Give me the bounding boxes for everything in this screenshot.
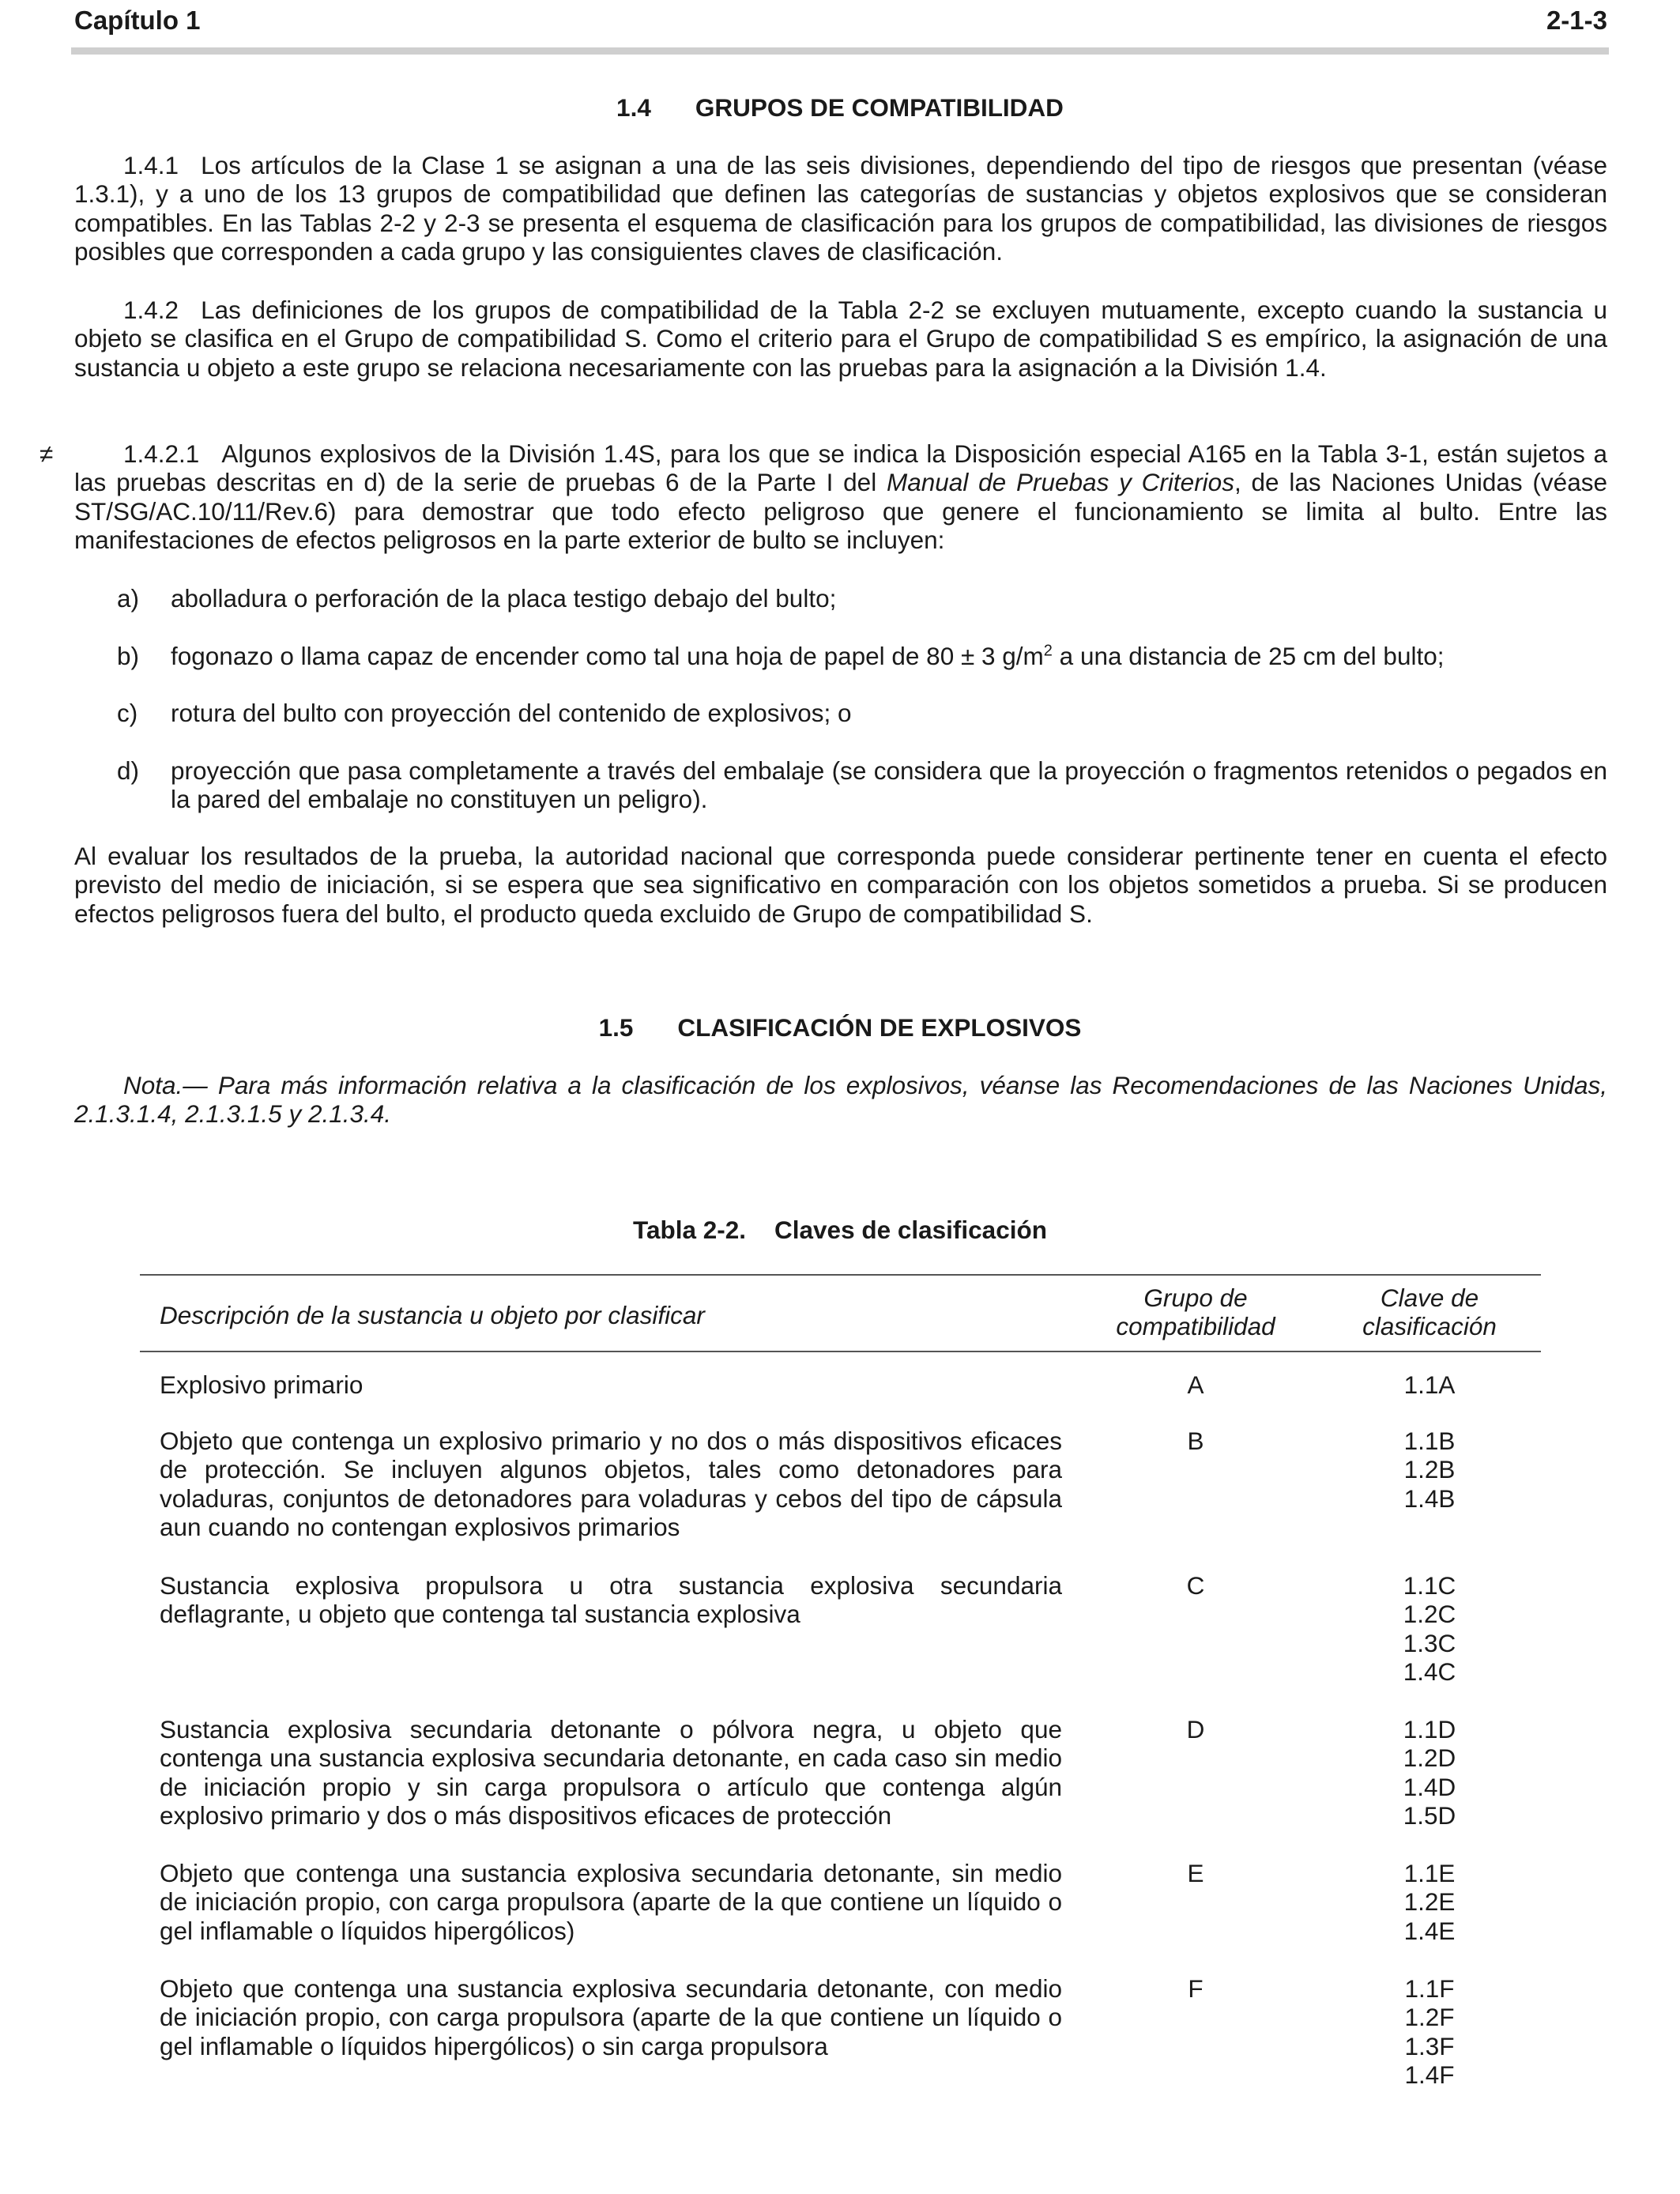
amendment-mark: ≠ [40,439,54,468]
item-text-main: fogonazo o llama capaz de encender como tal una hoja de papel de 80 ± 3 g/m [171,642,1044,670]
paragraph-number: 1.4.1 [123,151,179,179]
table-row-group: B [1187,1427,1204,1455]
table-row-keys: 1.1E 1.2E 1.4E [1403,1859,1456,1945]
paragraph-text: Algunos explosivos de la División 1.4S, para los que se indica la Disposición especial A165 en la Tabla 3-1, están sujetos a las pruebas descritas en d) de la serie de pruebas 6 de la Parte I del [74,439,1607,497]
section-title: GRUPOS DE COMPATIBILIDAD [695,93,1064,122]
paragraph-number: 1.4.2.1 [123,439,200,468]
chapter-label: Capítulo 1 [74,6,201,35]
header-description: Descripción de la sustancia u objeto por clasificar [160,1301,705,1329]
table-row-keys: 1.1A [1403,1370,1456,1399]
paragraph-text: Los artículos de la Clase 1 se asignan a una de las seis divisiones, dependiendo del tipo de riesgos que presentan (véase 1.3.1), y a uno de los 13 grupos de compatibilidad que definen las categorías de sustancias y objetos explosivos que se consideran compatibles. En las Tablas 2-2 y 2-3 se presenta el esquema de clasificación para los grupos de compatibilidad, las divisiones de riesgos posibles que corresponden a cada grupo y las consiguientes claves de clasificación. [74,151,1607,266]
table-row-group: E [1187,1859,1204,1887]
table-row-description: Objeto que contenga un explosivo primario y no dos o más dispositivos eficaces de protección. Se incluyen algunos objetos, tales como detonadores para voladuras, conjuntos de detonadores para voladuras y cebos del tipo de cápsula aun cuando no contengan explosivos primarios [160,1427,1062,1542]
section-number: 1.4 [616,93,651,122]
manual-title: Manual de Pruebas y Criterios [887,468,1234,497]
table-number: Tabla 2-2. [633,1216,747,1244]
table-row-description: Objeto que contenga una sustancia explosiva secundaria detonante, con medio de iniciación propio, con carga propulsora (aparte de la que contiene un líquido o gel inflamable o líquidos hipergólicos) o sin carga propulsora [160,1974,1062,2060]
note-text: Nota.— Para más información relativa a la clasificación de los explosivos, véanse las Recomendaciones de las Naciones Unidas, 2.1.3.1.4, 2.1.3.1.5 y 2.1.3.4. [74,1071,1607,1129]
header-key-line: Clave de [1380,1284,1479,1312]
table-row-keys: 1.1B 1.2B 1.4B [1403,1427,1456,1513]
list-item [119,642,1607,670]
item-label: a) [117,584,140,613]
table-header-rule [140,1351,1541,1352]
section-number: 1.5 [598,1013,634,1042]
item-text [171,642,1607,670]
paragraph-1-4-2 [74,296,1607,382]
table-row-keys: 1.1D 1.2D 1.4D 1.5D [1403,1715,1456,1830]
table-row-keys: 1.1C 1.2C 1.3C 1.4C [1403,1571,1456,1687]
header-group-line: compatibilidad [1116,1312,1275,1341]
header-group-line: Grupo de [1143,1284,1248,1312]
table-row-description: Sustancia explosiva propulsora u otra sustancia explosiva secundaria deflagrante, u objeto que contenga tal sustancia explosiva [160,1571,1062,1629]
paragraph-number: 1.4.2 [123,296,179,324]
table-row-group: A [1187,1370,1204,1399]
item-text-after: a una distancia de 25 cm del bulto; [1052,642,1445,670]
header-rule [71,47,1609,55]
table-row-group: C [1186,1571,1205,1600]
paragraph-1-4-1 [74,151,1607,266]
item-text: proyección que pasa completamente a través del embalaje (se considera que la proyección o fragmentos retenidos o pegados en la pared del embalaje no constituyen un peligro). [171,756,1607,814]
paragraph-text: Las definiciones de los grupos de compatibilidad de la Tabla 2-2 se excluyen mutuamente, excepto cuando la sustancia u objeto se clasifica en el Grupo de compatibilidad S. Como el criterio para el Grupo de compatibilidad S es empírico, la asignación de una sustancia u objeto a este grupo se relaciona necesariamente con las pruebas para la asignación a la División 1.4. [74,296,1607,382]
header-group [1101,1284,1290,1341]
header-key-line: clasificación [1362,1312,1497,1341]
section-title: CLASIFICACIÓN DE EXPLOSIVOS [677,1013,1082,1042]
paragraph-text: , de las Naciones Unidas (véase ST/SG/AC.10/11/Rev.6) para demostrar que todo efecto peligroso que genere el funcionamiento se limita al bulto. Entre las manifestaciones de efectos peligrosos en la parte exterior de bulto se incluyen: [74,468,1607,555]
list-item [119,756,1607,814]
table-row-group: F [1188,1974,1203,2003]
table-row-description: Sustancia explosiva secundaria detonante o pólvora negra, u objeto que contenga una sustancia explosiva secundaria detonante, en cada caso sin medio de iniciación propio y sin carga propulsora o artículo que contenga algún explosivo primario y dos o más dispositivos eficaces de protección [160,1715,1062,1830]
section-heading-1-5 [73,1013,1607,1042]
item-text: abolladura o perforación de la placa testigo debajo del bulto; [171,584,837,613]
header-key [1335,1284,1524,1341]
superscript: 2 [1043,642,1053,660]
item-label: c) [117,699,138,727]
section-heading-1-4 [73,93,1607,122]
list-item [119,699,1607,727]
note [74,1071,1607,1129]
table-row-description: Objeto que contenga una sustancia explosiva secundaria detonante, sin medio de iniciación propio, con carga propulsora (aparte de la que contiene un líquido o gel inflamable o líquidos hipergólicos) [160,1859,1062,1945]
table-top-rule [140,1274,1541,1276]
table-title: Claves de clasificación [774,1216,1047,1244]
item-text: rotura del bulto con proyección del contenido de explosivos; o [171,699,852,727]
page-number: 2-1-3 [1546,6,1607,35]
paragraph-1-4-2-1 [74,439,1607,555]
item-label: b) [117,642,140,670]
table-caption [73,1216,1607,1244]
table-row-keys: 1.1F 1.2F 1.3F 1.4F [1404,1974,1455,2090]
list-item [119,584,1607,613]
paragraph-evaluation: Al evaluar los resultados de la prueba, la autoridad nacional que corresponda puede considerar pertinente tener en cuenta el efecto previsto del medio de iniciación, si se espera que sea significativo en comparación con los objetos sometidos a prueba. Si se producen efectos peligrosos fuera del bulto, el producto queda excluido de Grupo de compatibilidad S. [74,842,1607,928]
table-row-description: Explosivo primario [160,1370,363,1399]
table-row-group: D [1186,1715,1205,1744]
item-label: d) [117,756,140,785]
